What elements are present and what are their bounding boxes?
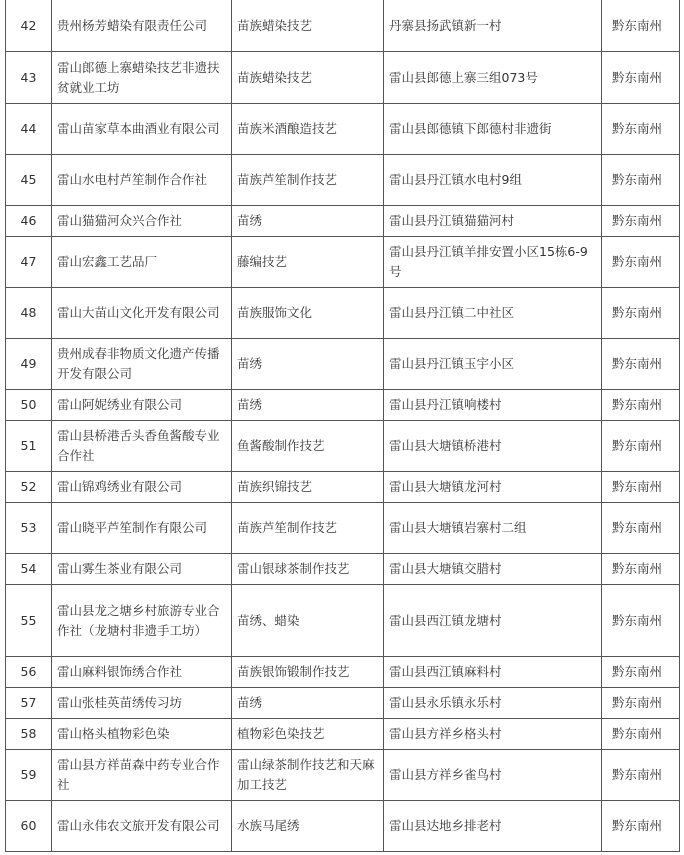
prefecture: 黔东南州 (602, 801, 680, 852)
prefecture: 黔东南州 (602, 750, 680, 801)
table-row (6, 503, 680, 554)
address: 雷山县丹江镇响楼村 (384, 390, 602, 421)
row-number: 50 (6, 390, 52, 421)
company-name: 贵州成春非物质文化遗产传播开发有限公司 (52, 339, 232, 390)
table-row (6, 237, 680, 288)
address: 丹寨县扬武镇新一村 (384, 0, 602, 52)
heritage-skill: 苗族芦笙制作技艺 (232, 503, 384, 554)
address: 雷山县丹江镇水电村9组 (384, 155, 602, 206)
company-name: 雷山大苗山文化开发有限公司 (52, 288, 232, 339)
company-name: 雷山格头植物彩色染 (52, 719, 232, 750)
address: 雷山县大塘镇桥港村 (384, 421, 602, 472)
heritage-skill: 苗绣、蜡染 (232, 585, 384, 657)
company-name: 雷山麻料银饰绣合作社 (52, 657, 232, 688)
prefecture: 黔东南州 (602, 421, 680, 472)
row-number: 44 (6, 104, 52, 155)
row-number: 46 (6, 206, 52, 237)
table-row (6, 688, 680, 719)
heritage-skill: 苗族蜡染技艺 (232, 52, 384, 104)
row-number: 59 (6, 750, 52, 801)
table-row (6, 52, 680, 104)
row-number: 45 (6, 155, 52, 206)
heritage-skill: 苗绣 (232, 339, 384, 390)
row-number: 58 (6, 719, 52, 750)
company-name: 雷山宏鑫工艺品厂 (52, 237, 232, 288)
table-row (6, 554, 680, 585)
address: 雷山县大塘镇龙河村 (384, 472, 602, 503)
company-name: 雷山阿妮绣业有限公司 (52, 390, 232, 421)
address: 雷山县大塘镇交腊村 (384, 554, 602, 585)
heritage-skill: 苗族织锦技艺 (232, 472, 384, 503)
company-name: 雷山县方祥苗森中药专业合作社 (52, 750, 232, 801)
table-row (6, 657, 680, 688)
address: 雷山县丹江镇羊排安置小区15栋6-9号 (384, 237, 602, 288)
address: 雷山县方祥乡格头村 (384, 719, 602, 750)
company-name: 雷山雾生茶业有限公司 (52, 554, 232, 585)
address: 雷山县丹江镇猫猫河村 (384, 206, 602, 237)
company-name: 雷山县桥港舌头香鱼酱酸专业合作社 (52, 421, 232, 472)
company-name: 雷山郎德上寨蜡染技艺非遗扶贫就业工坊 (52, 52, 232, 104)
company-name: 雷山永伟农文旅开发有限公司 (52, 801, 232, 852)
company-name: 雷山县龙之塘乡村旅游专业合作社（龙塘村非遗手工坊） (52, 585, 232, 657)
prefecture: 黔东南州 (602, 104, 680, 155)
company-name: 雷山猫猫河众兴合作社 (52, 206, 232, 237)
heritage-skill: 苗族蜡染技艺 (232, 0, 384, 52)
table-body (6, 0, 680, 852)
address: 雷山县西江镇龙塘村 (384, 585, 602, 657)
table-row (6, 206, 680, 237)
table-row (6, 719, 680, 750)
table-row (6, 472, 680, 503)
prefecture: 黔东南州 (602, 206, 680, 237)
row-number: 49 (6, 339, 52, 390)
row-number: 51 (6, 421, 52, 472)
table-row (6, 421, 680, 472)
heritage-skill: 苗族米酒酿造技艺 (232, 104, 384, 155)
company-name: 雷山晓平芦笙制作有限公司 (52, 503, 232, 554)
prefecture: 黔东南州 (602, 237, 680, 288)
prefecture: 黔东南州 (602, 288, 680, 339)
address: 雷山县丹江镇二中社区 (384, 288, 602, 339)
heritage-skill: 鱼酱酸制作技艺 (232, 421, 384, 472)
heritage-skill: 水族马尾绣 (232, 801, 384, 852)
heritage-skill: 苗族银饰锻制作技艺 (232, 657, 384, 688)
row-number: 54 (6, 554, 52, 585)
table-row (6, 390, 680, 421)
prefecture: 黔东南州 (602, 390, 680, 421)
row-number: 53 (6, 503, 52, 554)
company-name: 雷山水电村芦笙制作合作社 (52, 155, 232, 206)
row-number: 57 (6, 688, 52, 719)
row-number: 60 (6, 801, 52, 852)
table-row (6, 585, 680, 657)
address: 雷山县西江镇麻料村 (384, 657, 602, 688)
row-number: 42 (6, 0, 52, 52)
table-row (6, 155, 680, 206)
heritage-skill: 苗族芦笙制作技艺 (232, 155, 384, 206)
address: 雷山县永乐镇永乐村 (384, 688, 602, 719)
prefecture: 黔东南州 (602, 585, 680, 657)
table-row (6, 104, 680, 155)
heritage-skill: 苗绣 (232, 688, 384, 719)
company-name: 雷山苗家草本曲酒业有限公司 (52, 104, 232, 155)
row-number: 48 (6, 288, 52, 339)
prefecture: 黔东南州 (602, 0, 680, 52)
heritage-skill: 苗绣 (232, 206, 384, 237)
row-number: 43 (6, 52, 52, 104)
table-row (6, 339, 680, 390)
address: 雷山县郎德镇下郎德村非遗街 (384, 104, 602, 155)
row-number: 55 (6, 585, 52, 657)
table-row (6, 750, 680, 801)
company-name: 雷山张桂英苗绣传习坊 (52, 688, 232, 719)
row-number: 47 (6, 237, 52, 288)
heritage-skill: 苗绣 (232, 390, 384, 421)
row-number: 56 (6, 657, 52, 688)
prefecture: 黔东南州 (602, 688, 680, 719)
prefecture: 黔东南州 (602, 719, 680, 750)
row-number: 52 (6, 472, 52, 503)
prefecture: 黔东南州 (602, 155, 680, 206)
heritage-skill: 雷山绿茶制作技艺和天麻加工技艺 (232, 750, 384, 801)
table-row (6, 801, 680, 852)
prefecture: 黔东南州 (602, 472, 680, 503)
prefecture: 黔东南州 (602, 657, 680, 688)
heritage-skill: 雷山银球茶制作技艺 (232, 554, 384, 585)
prefecture: 黔东南州 (602, 52, 680, 104)
heritage-skill: 藤编技艺 (232, 237, 384, 288)
table-row (6, 288, 680, 339)
company-name: 雷山锦鸡绣业有限公司 (52, 472, 232, 503)
prefecture: 黔东南州 (602, 503, 680, 554)
prefecture: 黔东南州 (602, 339, 680, 390)
table-row (6, 0, 680, 52)
address: 雷山县方祥乡雀鸟村 (384, 750, 602, 801)
address: 雷山县大塘镇岩寨村二组 (384, 503, 602, 554)
address: 雷山县达地乡排老村 (384, 801, 602, 852)
workshop-table (5, 0, 680, 852)
address: 雷山县丹江镇玉宇小区 (384, 339, 602, 390)
heritage-skill: 苗族服饰文化 (232, 288, 384, 339)
address: 雷山县郎德上寨三组073号 (384, 52, 602, 104)
company-name: 贵州杨芳蜡染有限责任公司 (52, 0, 232, 52)
heritage-skill: 植物彩色染技艺 (232, 719, 384, 750)
prefecture: 黔东南州 (602, 554, 680, 585)
